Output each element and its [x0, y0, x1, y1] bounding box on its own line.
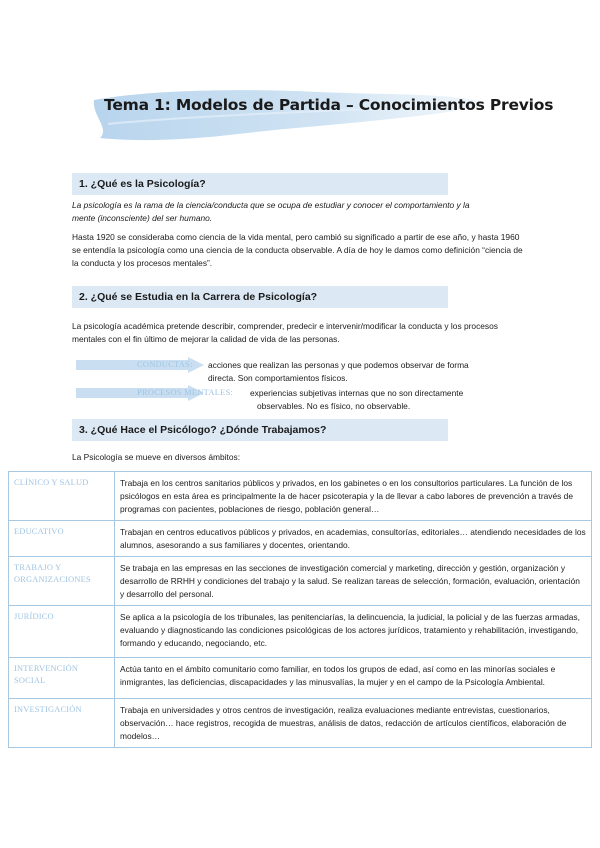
section-heading-1: 1. ¿Qué es la Psicología?: [72, 173, 448, 195]
academic-paragraph: La psicología académica pretende describir, comprender, predecir e intervenir/modificar la conducta y los procesos mentales con el fin último de mejorar la calidad de vida de las personas.: [72, 321, 498, 344]
area-description: Actúa tanto en el ámbito comunitario como familiar, en todos los grupos de edad, así como en las minorías sociales e inmigrantes, las deficiencias, discapacidades y las minusvalías, la mujer y en el campo de la Psicología Ambiental.: [115, 658, 592, 699]
procesos-text-line2: observables. No es físico, no observable.: [257, 401, 411, 411]
section-heading-3: 3. ¿Qué Hace el Psicólogo? ¿Dónde Trabajamos?: [72, 419, 448, 441]
conductas-label: CONDUCTAS:: [137, 360, 193, 369]
area-description: Se aplica a la psicología de los tribunales, las penitenciarías, la delincuencia, la judicial, la policial y de las fuerzas armadas, evaluando y diagnosticando las condiciones psicológicas de los actores jurídicos, tratamiento y rehabilitación, investigando, formando y educando, negociando, etc.: [115, 606, 592, 658]
area-description: Se trabaja en las empresas en las secciones de investigación comercial y marketing, dirección y gestión, organización y desarrollo de RRHH y condiciones del trabajo y la salud. Se realizan tareas de selección, formación, evaluación, orientación y desarrollo del personal.: [115, 557, 592, 606]
areas-table: [8, 471, 592, 748]
area-name: CLÍNICO Y SALUD: [9, 472, 115, 521]
area-description: Trabajan en centros educativos públicos y privados, en academias, consultorías, editoriales… atendiendo necesidades de los alumnos, asesorando a sus familiares y docentes, orientando.: [115, 521, 592, 557]
table-row: [9, 658, 592, 699]
history-paragraph: Hasta 1920 se consideraba como ciencia de la vida mental, pero cambió su significado a partir de ese año, y hasta 1960 se entendía la psicología como una ciencia de la conducta observable. A día de hoy le damos como definición “ciencia de la conducta y los procesos mentales”.: [72, 232, 523, 268]
areas-intro: La Psicología se mueve en diversos ámbitos:: [72, 452, 241, 462]
area-name: INVESTIGACIÓN: [9, 699, 115, 748]
procesos-mentales-label: PROCESOS MENTALES:: [137, 388, 234, 397]
document-title: Tema 1: Modelos de Partida – Conocimientos Previos: [104, 96, 554, 114]
area-description: Trabaja en universidades y otros centros de investigación, realiza evaluaciones mediante entrevistas, cuestionarios, observación… hace registros, recogida de muestras, análisis de datos, redacción de artículos científicos, elaboración de modelos…: [115, 699, 592, 748]
title-brush-stroke: [88, 84, 488, 146]
conductas-text-line1: acciones que realizan las personas y que podemos observar de forma: [208, 360, 469, 370]
section-heading-2: 2. ¿Qué se Estudia en la Carrera de Psicología?: [72, 286, 448, 308]
table-row: [9, 606, 592, 658]
conductas-text-line2: directa. Son comportamientos físicos.: [208, 373, 348, 383]
procesos-text-line1: experiencias subjetivas internas que no son directamente: [250, 388, 464, 398]
area-name: EDUCATIVO: [9, 521, 115, 557]
table-row: [9, 472, 592, 521]
area-name: TRABAJO Y ORGANIZACIONES: [9, 557, 115, 606]
area-name: JURÍDICO: [9, 606, 115, 658]
area-name: INTERVENCIÓN SOCIAL: [9, 658, 115, 699]
table-row: [9, 699, 592, 748]
table-row: [9, 521, 592, 557]
area-description: Trabaja en los centros sanitarios públicos y privados, en los gabinetes o en los consultorios particulares. La función de los psicólogos en esta área es principalmente la de hacer psicoterapia y la de llevar a cabo labores de prevención a través de programas con pacientes, poblaciones de riesgo, población general…: [115, 472, 592, 521]
table-row: [9, 557, 592, 606]
psychology-definition: La psicología es la rama de la ciencia/conducta que se ocupa de estudiar y conocer el comportamiento y la mente (inconsciente) del ser humano.: [72, 200, 470, 223]
